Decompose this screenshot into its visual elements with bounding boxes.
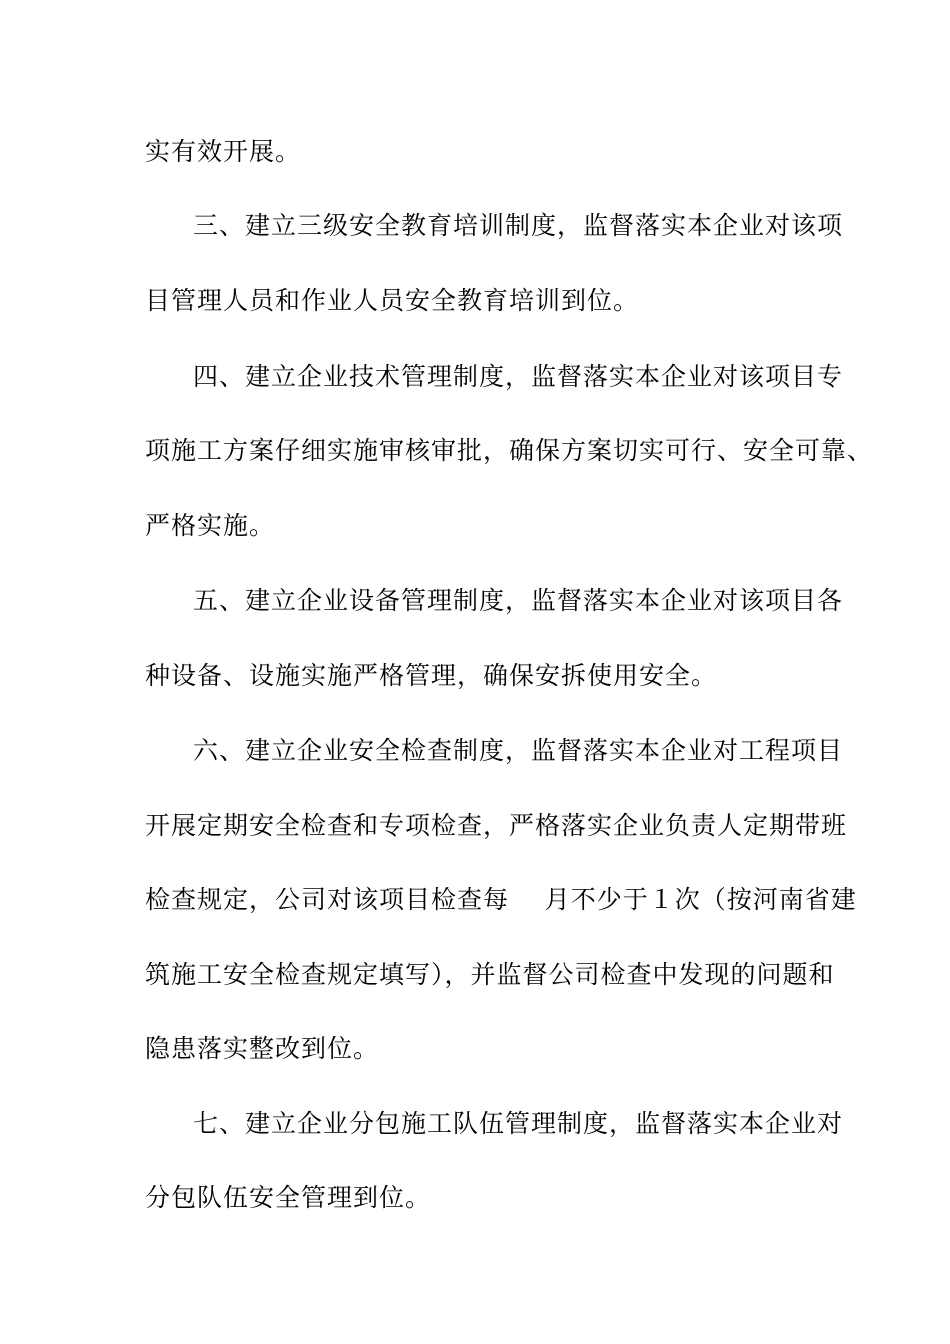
text-line: 严格实施。 [145, 511, 276, 540]
text-line: 实有效开展。 [145, 137, 302, 166]
text-line: 七、建立企业分包施工队伍管理制度，监督落实本企业对 [193, 1109, 844, 1138]
text-line: 项施工方案仔细实施审核审批，确保方案切实可行、安全可靠、 [145, 436, 874, 465]
text-line: 四、建立企业技术管理制度，监督落实本企业对该项目专 [193, 362, 844, 391]
text-line: 六、建立企业安全检查制度，监督落实本企业对工程项目 [193, 736, 844, 765]
text-line: 隐患落实整改到位。 [145, 1034, 380, 1063]
text-line: 检查规定，公司对该项目检查每 月不少于１次（按河南省建 [145, 885, 857, 914]
text-line: 种设备、设施实施严格管理，确保安拆使用安全。 [145, 661, 718, 690]
text-line: 目管理人员和作业人员安全教育培训到位。 [145, 286, 640, 315]
text-line: 三、建立三级安全教育培训制度，监督落实本企业对该项 [193, 211, 844, 240]
text-line: 五、建立企业设备管理制度，监督落实本企业对该项目各 [193, 586, 844, 615]
text-line: 筑施工安全检查规定填写），并监督公司检查中发现的问题和 [145, 960, 835, 989]
text-line: 开展定期安全检查和专项检查，严格落实企业负责人定期带班 [145, 811, 848, 840]
text-line: 分包队伍安全管理到位。 [145, 1183, 432, 1212]
